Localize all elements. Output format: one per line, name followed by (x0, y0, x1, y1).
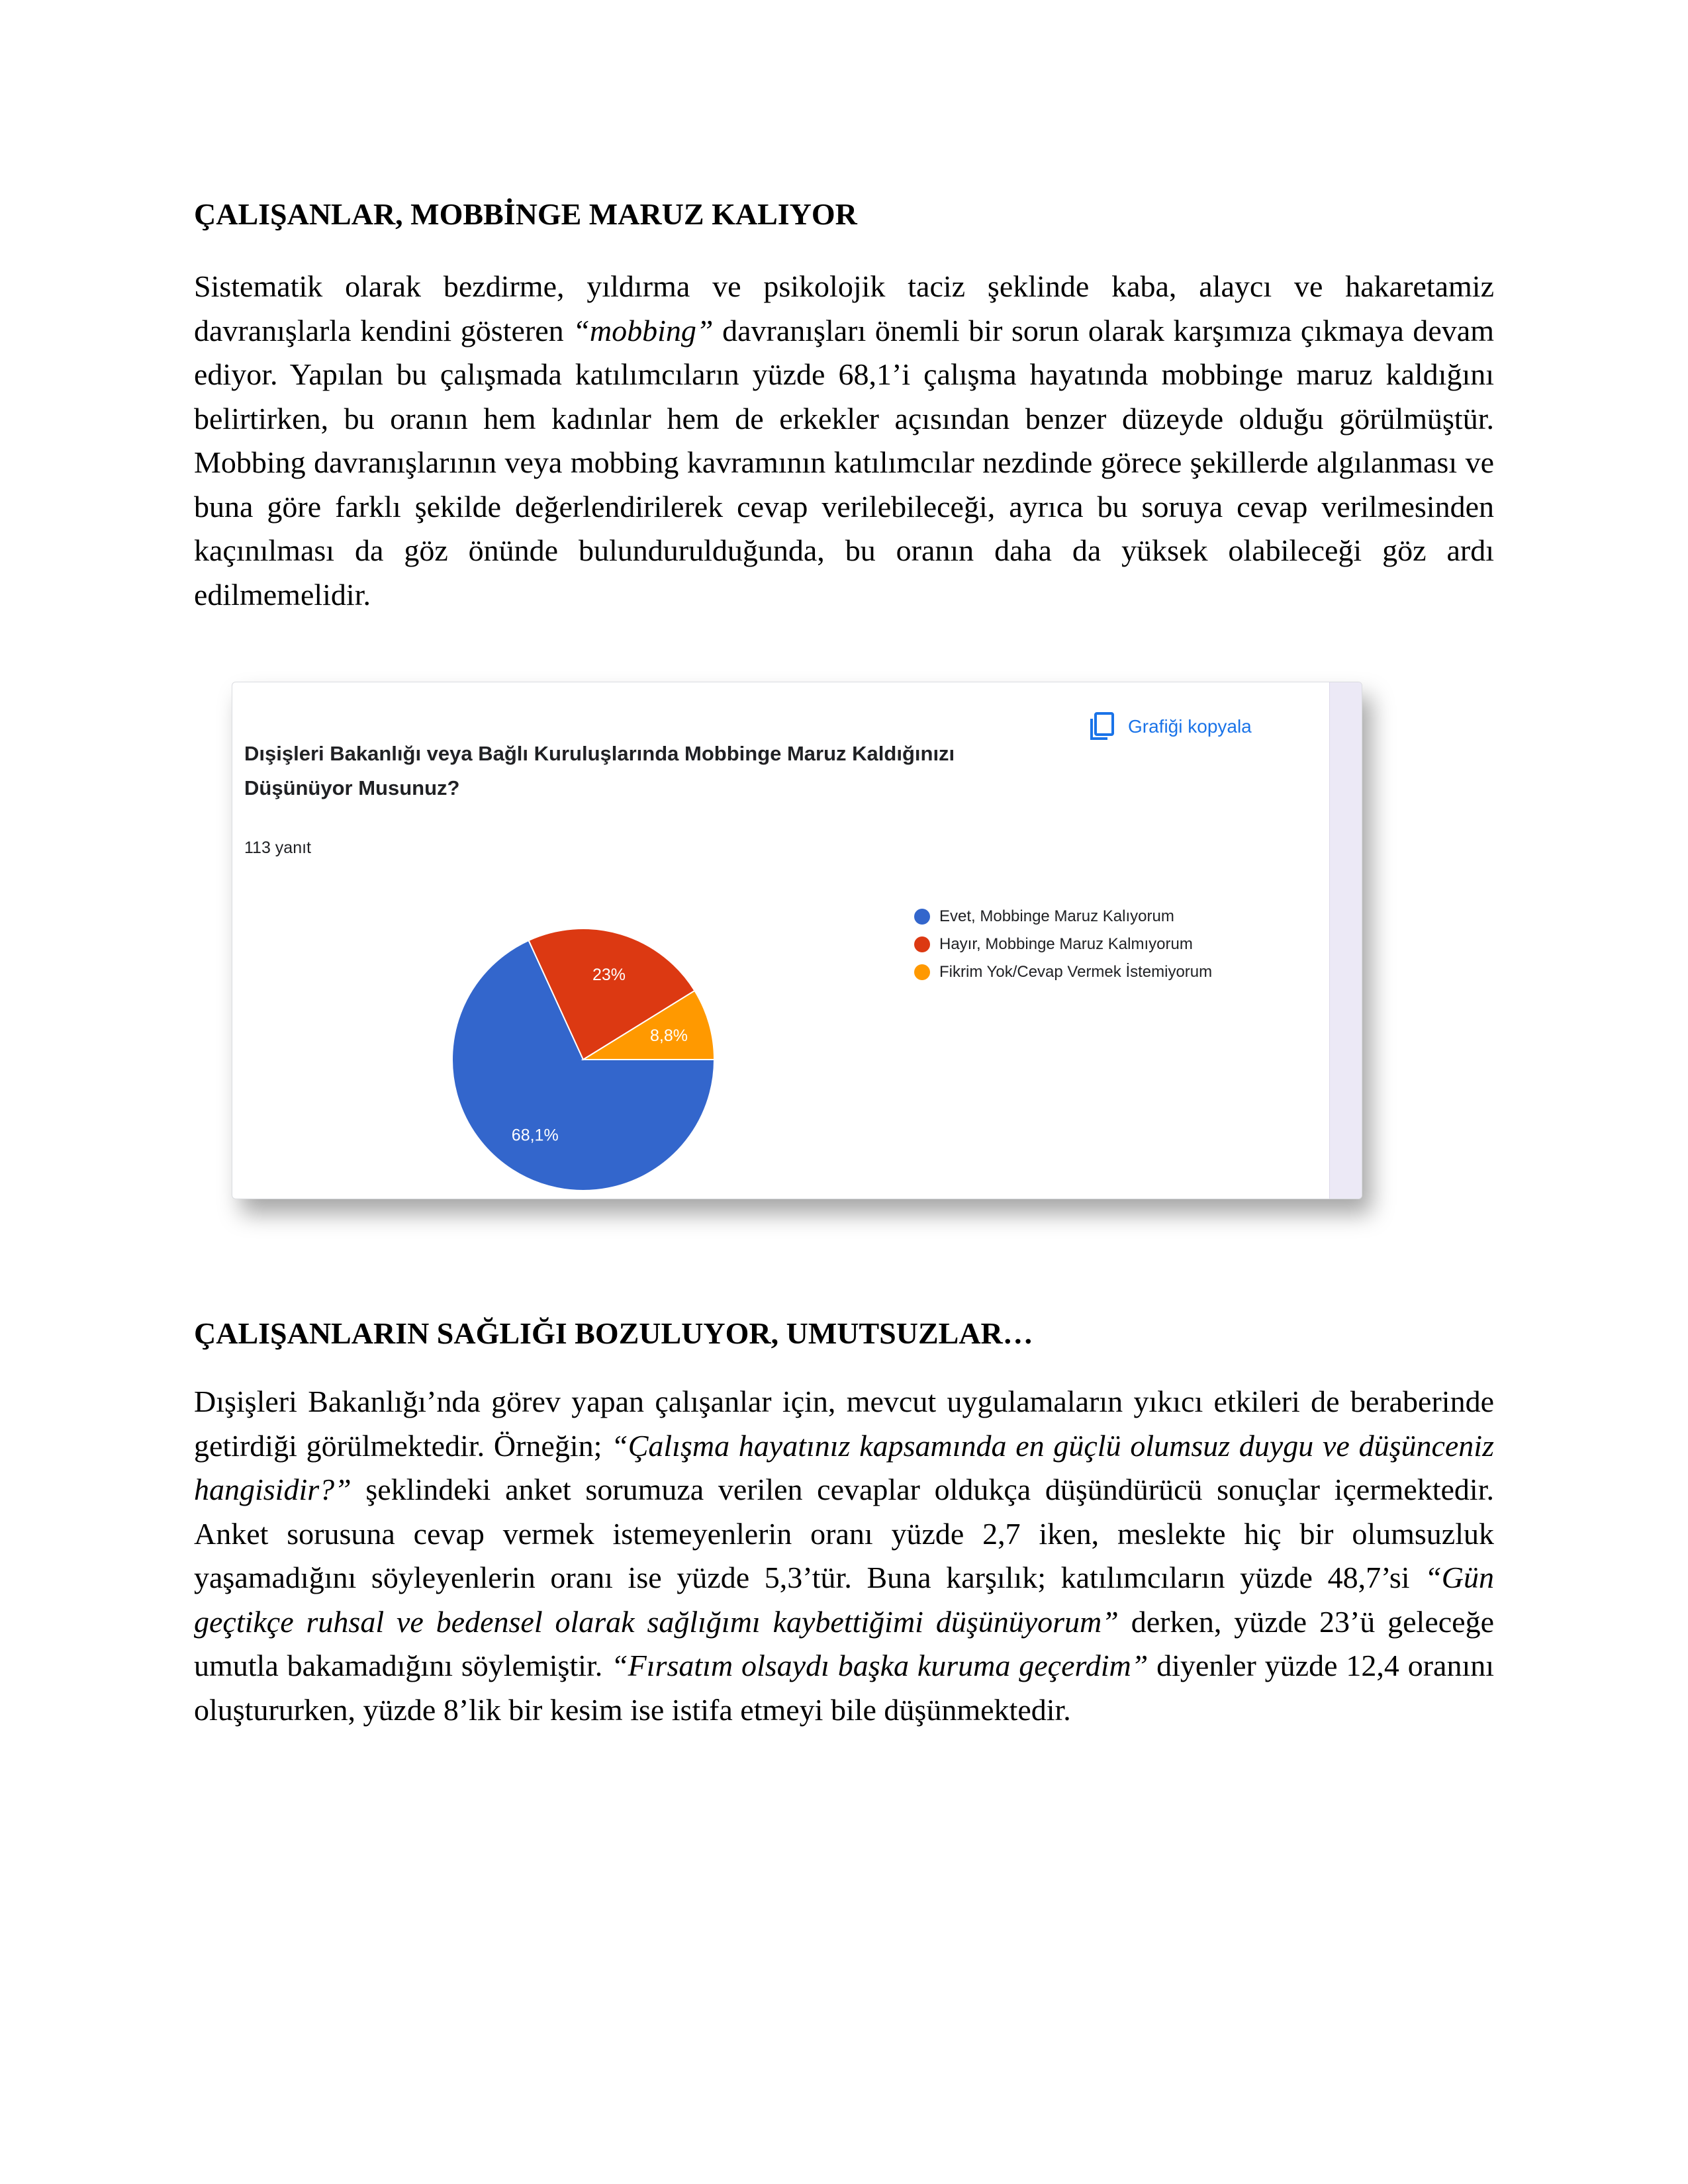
scrollbar[interactable] (1329, 682, 1362, 1199)
chart-title: Dışişleri Bakanlığı veya Bağlı Kuruluşlarında Mobbinge Maruz Kaldığınızı Düşünüyor Musunuz? (244, 742, 955, 799)
legend-dot (914, 909, 930, 925)
response-count: 113 yanıt (244, 839, 312, 857)
paragraph-text: şeklindeki anket sorumuza verilen cevaplar oldukça düşündürücü sonuçlar içermektedir. Anket sorusuna cevap vermek istemeyenlerin oranı yüzde 2,7 iken, meslekte hiç bir olumsuzluk yaşamadığını söyleyenlerin oranı ise yüzde 5,3’tür. Buna karşılık; katılımcıların yüzde 48,7’si (194, 1473, 1494, 1594)
paragraph-mobbing (194, 265, 1494, 617)
pie-slice-label: 8,8% (650, 1026, 688, 1046)
legend-item[interactable] (914, 935, 1193, 954)
italic-quote: “Çalışma hayatınız kapsamında en güçlü olumsuz duygu ve düşünceniz hangisidir?” (194, 1428, 1494, 1506)
paragraph-health (194, 1380, 1494, 1732)
chart-card (232, 682, 1362, 1199)
copy-chart-button[interactable] (1090, 710, 1252, 743)
paragraph-text: diyenler yüzde 12,4 oranını oluştururken, yüzde 8’lik bir kesim ise istifa etmeyi bile düşünmektedir. (194, 1649, 1495, 1727)
section-heading-mobbing: ÇALIŞANLAR, MOBBİNGE MARUZ KALIYOR (194, 197, 857, 231)
italic-quote: “Gün geçtikçe ruhsal ve bedensel olarak sağlığımı kaybettiğimi düşünüyorum” (194, 1561, 1494, 1639)
copy-icon (1090, 712, 1115, 741)
paragraph-text: Dışişleri Bakanlığı’nda görev yapan çalışanlar için, mevcut uygulamaların yıkıcı etkileri de beraberinde getirdiği görülmektedir. Örneğin; (194, 1385, 1494, 1463)
paragraph-text: davranışları önemli bir sorun olarak karşımıza çıkmaya devam ediyor. Yapılan bu çalışmada katılımcıların yüzde 68,1’i çalışma hayatında mobbinge maruz kaldığını belirtirken, bu oranın hem kadınlar hem de erkekler açısından benzer düzeyde olduğu görülmüştür. Mobbing davranışlarının veya mobbing kavramının katılımcılar nezdinde görece şekillerde algılanması ve buna göre farklı şekilde değerlendirilerek cevap verilebileceği, ayrıca bu soruya cevap verilmesinden kaçınılması da göz önünde bulundurulduğunda, bu oranın daha da yüksek olabileceği göz ardı edilmemelidir. (194, 313, 1494, 612)
pie-chart (444, 921, 722, 1199)
legend-label: Fikrim Yok/Cevap Vermek İstemiyorum (939, 963, 1213, 981)
italic-quote: “Fırsatım olsaydı başka kuruma geçerdim” (611, 1649, 1149, 1682)
legend-item[interactable] (914, 907, 1174, 926)
legend-dot (914, 936, 930, 952)
paragraph-text: Sistematik olarak bezdirme, yıldırma ve psikolojik taciz şeklinde kaba, alaycı ve hakaretamiz davranışlarla kendini gösteren (194, 269, 1494, 347)
legend-item[interactable] (914, 963, 1212, 981)
italic-term: “mobbing” (573, 313, 714, 347)
pie-slice-label: 68,1% (511, 1126, 559, 1145)
pie-slice-label: 23% (592, 966, 626, 985)
legend-dot (914, 964, 930, 980)
paragraph-text: derken, yüzde 23’ü geleceğe umutla bakamadığını söylemiştir. (194, 1604, 1495, 1682)
section-heading-health: ÇALIŞANLARIN SAĞLIĞI BOZULUYOR, UMUTSUZLAR… (194, 1316, 1033, 1350)
copy-chart-label: Grafiği kopyala (1128, 716, 1252, 737)
legend-label: Hayır, Mobbinge Maruz Kalmıyorum (939, 935, 1193, 953)
legend-label: Evet, Mobbinge Maruz Kalıyorum (939, 907, 1174, 925)
